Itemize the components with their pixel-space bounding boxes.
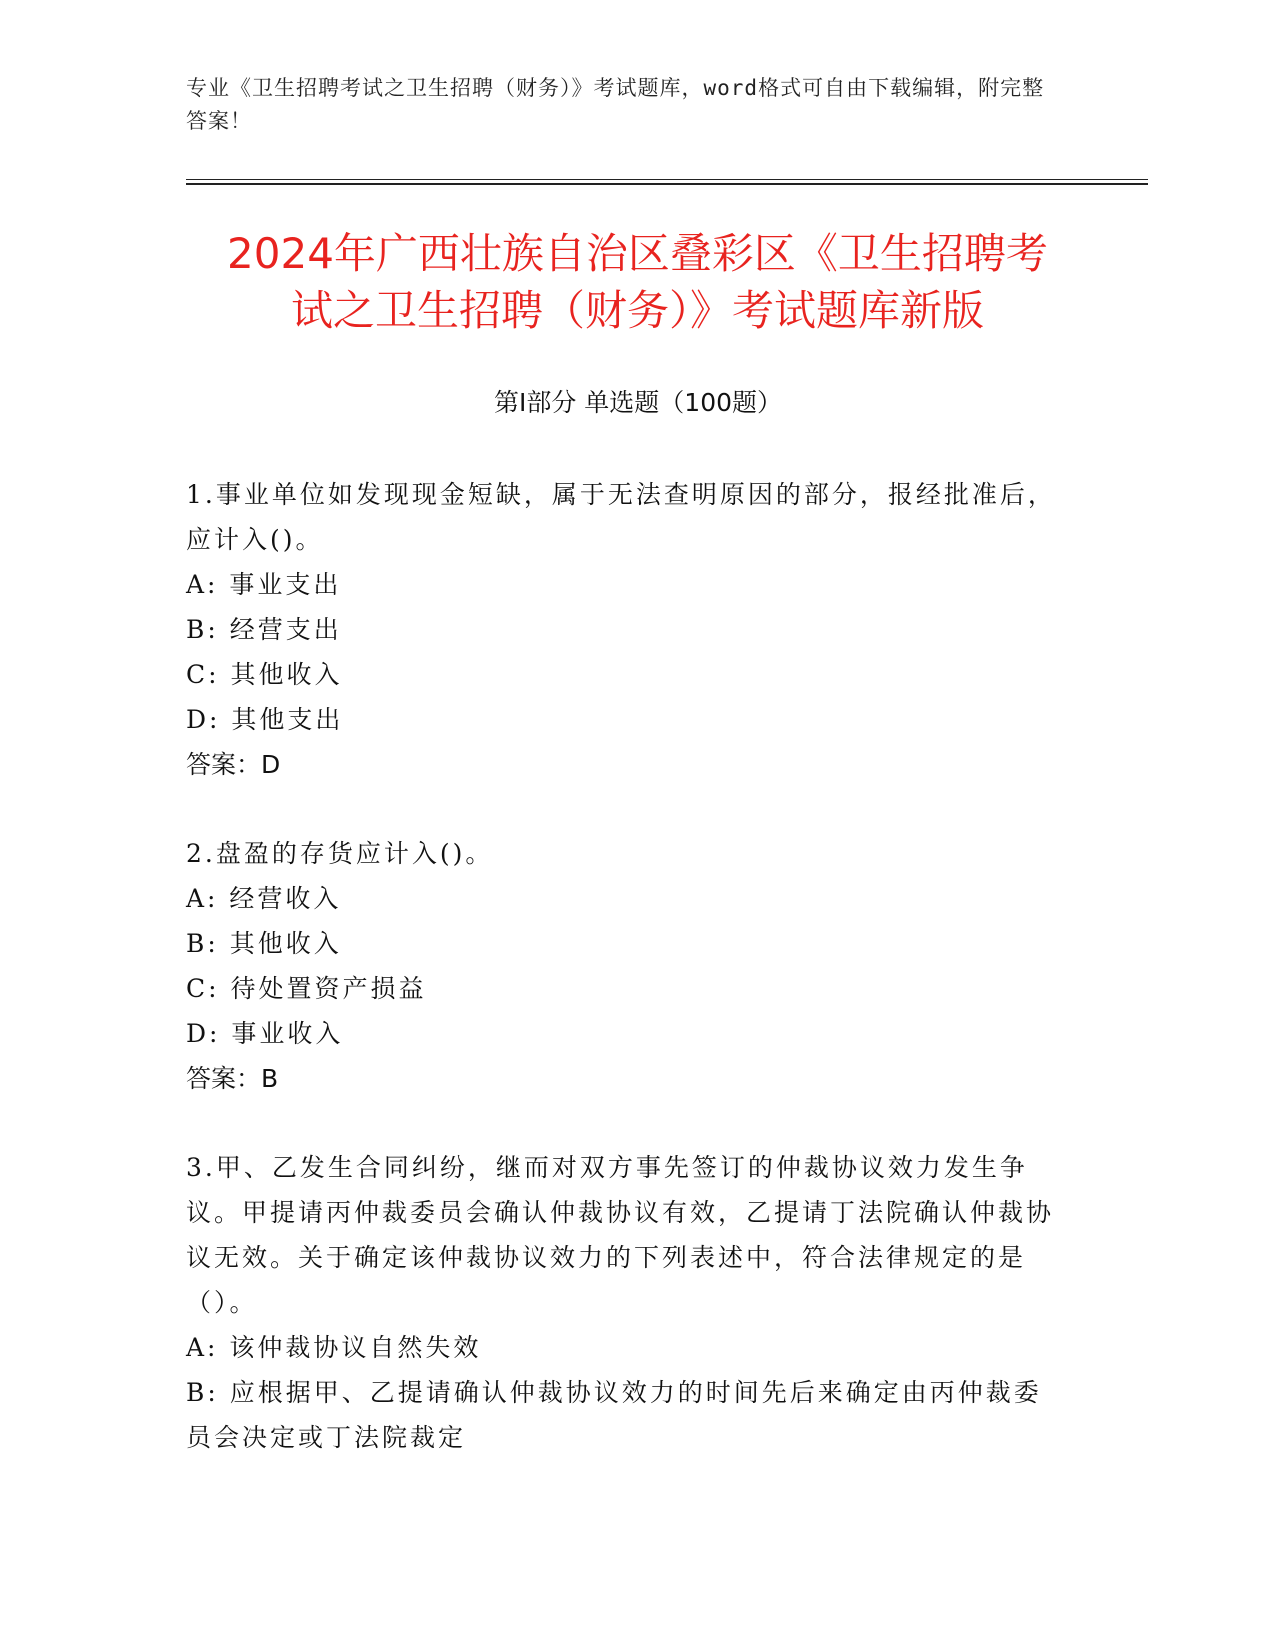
question-list <box>186 472 1066 1504</box>
header-divider-thin <box>186 179 1148 180</box>
answer: 答案：B <box>186 1064 279 1093</box>
option-a: A: 该仲裁协议自然失效 <box>186 1333 482 1362</box>
option-c: C: 其他收入 <box>186 660 343 689</box>
option-b: B: 应根据甲、乙提请确认仲裁协议效力的时间先后来确定由丙仲裁委员会决定或丁法院裁定 <box>186 1378 1042 1452</box>
question-2 <box>186 831 1066 1101</box>
header-divider-thick <box>186 183 1148 185</box>
option-b: B: 其他收入 <box>186 929 342 958</box>
question-stem: 3.甲、乙发生合同纠纷，继而对双方事先签订的仲裁协议效力发生争议。甲提请丙仲裁委员会确认仲裁协议有效，乙提请丁法院确认仲裁协议无效。关于确定该仲裁协议效力的下列表述中，符合法律规定的是（）。 <box>186 1153 1055 1317</box>
option-d: D: 其他支出 <box>186 705 344 734</box>
option-b: B: 经营支出 <box>186 615 342 644</box>
header-note: 专业《卫生招聘考试之卫生招聘（财务）》考试题库，word格式可自由下载编辑，附完整答案！ <box>186 76 1045 133</box>
question-stem: 1.事业单位如发现现金短缺，属于无法查明原因的部分，报经批准后，应计入()。 <box>186 480 1056 554</box>
question-1 <box>186 472 1066 787</box>
option-a: A: 经营收入 <box>186 884 342 913</box>
question-3 <box>186 1145 1066 1460</box>
document-title <box>150 225 1125 339</box>
answer: 答案：D <box>186 750 281 779</box>
title-line-1: 2024年广西壮族自治区叠彩区《卫生招聘考 <box>227 229 1048 278</box>
option-d: D: 事业收入 <box>186 1019 344 1048</box>
title-line-2: 试之卫生招聘（财务）》考试题库新版 <box>290 286 984 335</box>
option-c: C: 待处置资产损益 <box>186 974 427 1003</box>
option-a: A: 事业支出 <box>186 570 342 599</box>
section-heading: 第Ⅰ部分 单选题（100题） <box>493 388 783 417</box>
question-stem: 2.盘盈的存货应计入()。 <box>186 839 494 868</box>
